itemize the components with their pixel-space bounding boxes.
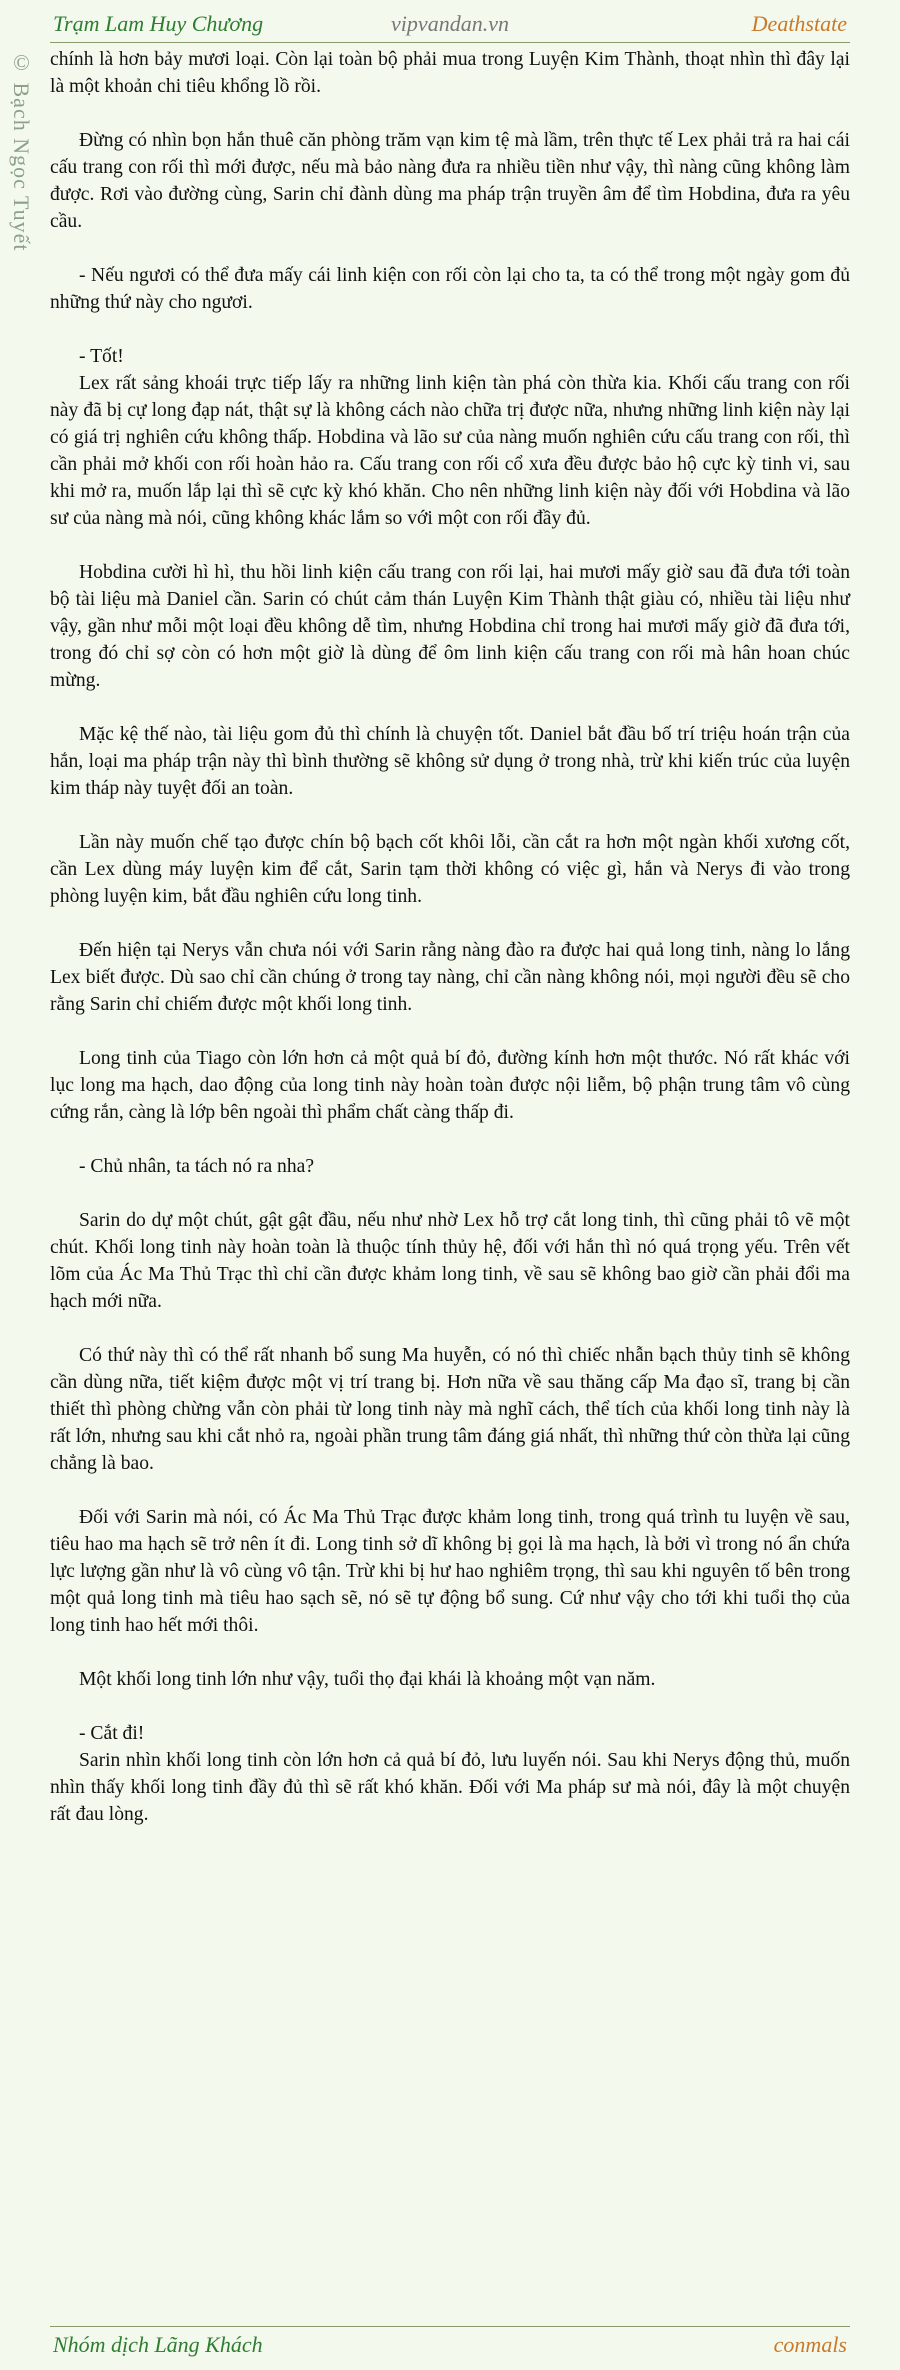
paragraph: - Tốt!	[79, 346, 124, 367]
header-site-name: Trạm Lam Huy Chương	[53, 11, 264, 36]
copyright-watermark: © Bạch Ngọc Tuyết	[9, 50, 34, 252]
footer-translator-group: Nhóm dịch Lãng Khách	[53, 2332, 263, 2357]
page-footer	[50, 2326, 850, 2363]
paragraph: - Chủ nhân, ta tách nó ra nha?	[79, 1156, 315, 1177]
paragraph: Sarin nhìn khối long tinh còn lớn hơn cả quả bí đỏ, lưu luyến nói. Sau khi Nerys động thủ, muốn nhìn thấy khối long tinh đầy đủ thì sẽ rất khó khăn. Đối với Ma pháp sư mà nói, đây là một chuyện rất đau lòng.	[50, 1750, 850, 1825]
page-header	[50, 6, 850, 43]
paragraph: Sarin do dự một chút, gật gật đầu, nếu như nhờ Lex hỗ trợ cắt long tinh, thì cũng phải tô vẽ một chút. Khối long tinh này hoàn toàn là thuộc tính thủy hệ, đối với hắn thì nó quá trọng yếu. Trên vết lõm của Ác Ma Thủ Trạc thì chỉ cần được khảm long tinh, về sau sẽ không bao giờ cần phải đổi ma hạch mới nữa.	[50, 1210, 850, 1312]
paragraph: Đến hiện tại Nerys vẫn chưa nói với Sarin rằng nàng đào ra được hai quả long tinh, nàng lo lắng Lex biết được. Dù sao chỉ cần chúng ở trong tay nàng, chỉ cần nàng không nói, mọi người đều sẽ cho rằng Sarin chỉ chiếm được một khối long tinh.	[50, 940, 850, 1015]
paragraph: chính là hơn bảy mươi loại. Còn lại toàn bộ phải mua trong Luyện Kim Thành, thoạt nhìn thì đây lại là một khoản chi tiêu khổng lồ rồi.	[50, 49, 850, 97]
paragraph: - Cắt đi!	[79, 1723, 145, 1744]
paragraph: Có thứ này thì có thể rất nhanh bổ sung Ma huyễn, có nó thì chiếc nhẫn bạch thủy tinh sẽ không cần dùng nữa, tiết kiệm được một vị trí trang bị. Hơn nữa về sau thăng cấp Ma đạo sĩ, trang bị cần thiết thì phòng chừng vẫn còn phải từ long tinh này mà nghĩ cách, thể tích của khối long tinh này là rất lớn, nhưng sau khi cắt nhỏ ra, ngoài phần trung tâm đáng giá nhất, thì những thứ còn thừa lại cũng chẳng là bao.	[50, 1345, 850, 1474]
paragraph: Long tinh của Tiago còn lớn hơn cả một quả bí đỏ, đường kính hơn một thước. Nó rất khác với lục long ma hạch, dao động của long tinh này hoàn toàn được nội liễm, bộ phận trung tâm vô cùng cứng rắn, càng là lớp bên ngoài thì phẩm chất càng thấp đi.	[50, 1048, 850, 1123]
header-domain: vipvandan.vn	[391, 11, 509, 36]
paragraph: Mặc kệ thế nào, tài liệu gom đủ thì chính là chuyện tốt. Daniel bắt đầu bố trí triệu hoán trận của hắn, loại ma pháp trận này thì bình thường sẽ không sử dụng ở trong nhà, trừ khi kiến trúc của luyện kim tháp này tuyệt đối an toàn.	[50, 724, 850, 799]
paragraph: Một khối long tinh lớn như vậy, tuổi thọ đại khái là khoảng một vạn năm.	[79, 1669, 656, 1690]
paragraph: - Nếu ngươi có thể đưa mấy cái linh kiện con rối còn lại cho ta, ta có thể trong một ngày gom đủ những thứ này cho ngươi.	[50, 265, 850, 313]
paragraph: Lex rất sảng khoái trực tiếp lấy ra những linh kiện tàn phá còn thừa kia. Khối cấu trang con rối này đã bị cự long đạp nát, thật sự là không cách nào chữa trị được nữa, nhưng những linh kiện này lại có giá trị nghiên cứu không thấp. Hobdina và lão sư của nàng muốn nghiên cứu cấu trang con rối, thì cần phải mở khối con rối hoàn hảo ra. Cấu trang con rối cổ xưa đều được bảo hộ cực kỳ tinh vi, sau khi mở ra, muốn lắp lại thì sẽ cực kỳ khó khăn. Cho nên những linh kiện này đối với Hobdina và lão sư của nàng mà nói, cũng không khác lắm so với một con rối đầy đủ.	[50, 373, 850, 529]
paragraph: Đừng có nhìn bọn hắn thuê căn phòng trăm vạn kim tệ mà lầm, trên thực tế Lex phải trả ra hai cái cấu trang con rối thì mới được, nếu mà bảo nàng đưa ra nhiều tiền như vậy, thì nàng cũng không làm được. Rơi vào đường cùng, Sarin chỉ đành dùng ma pháp trận truyền âm để tìm Hobdina, đưa ra yêu cầu.	[50, 130, 850, 232]
chapter-text	[50, 46, 850, 1855]
footer-username: conmals	[773, 2332, 847, 2357]
paragraph: Lần này muốn chế tạo được chín bộ bạch cốt khôi lỗi, cần cắt ra hơn một ngàn khối xương cốt, cần Lex dùng máy luyện kim để cắt, Sarin tạm thời không có việc gì, hắn và Nerys đi vào trong phòng luyện kim, bắt đầu nghiên cứu long tinh.	[50, 832, 850, 907]
header-username: Deathstate	[751, 11, 847, 36]
paragraph: Hobdina cười hì hì, thu hồi linh kiện cấu trang con rối lại, hai mươi mấy giờ sau đã đưa tới toàn bộ tài liệu mà Daniel cần. Sarin có chút cảm thán Luyện Kim Thành thật giàu có, nhiều tài liệu như vậy, gần như mỗi một loại đều không dễ tìm, nhưng Hobdina chỉ trong hai mươi mấy giờ đã đưa tới, trong đó chỉ sợ còn có hơn một giờ là dùng để ôm linh kiện cấu trang con rối mà hân hoan chúc mừng.	[50, 562, 850, 691]
paragraph: Đối với Sarin mà nói, có Ác Ma Thủ Trạc được khảm long tinh, trong quá trình tu luyện về sau, tiêu hao ma hạch sẽ trở nên ít đi. Long tinh sở dĩ không bị gọi là ma hạch, là bởi vì trong nó ẩn chứa lực lượng gần như là vô cùng vô tận. Trừ khi bị hư hao nghiêm trọng, thì sau khi nguyên tố bên trong một quả long tinh mà tiêu hao sạch sẽ, nó sẽ tự động bổ sung. Cứ như vậy cho tới khi tuổi thọ của long tinh hao hết mới thôi.	[50, 1507, 850, 1636]
